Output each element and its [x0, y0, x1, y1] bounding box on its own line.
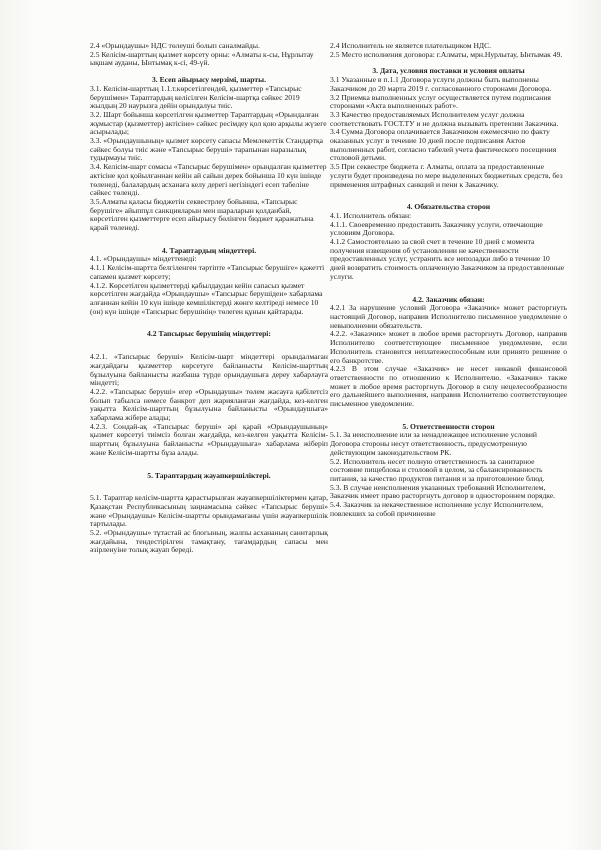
paragraph: 4.2.3 В этом случае «Заказчик» не несет никакой финансовой ответственности по отношению к Исполнителю. «Заказчик» также может в любое время расторгнуть Договор в силу нецелесообразности его дальнейшего выполнения, направив Исполнителю соответствующее письменное уведомление. [330, 364, 567, 409]
paragraph: 4.2.3. Сондай-ақ «Тапсырыс беруші» әрі қарай «Орындаушының» қызмет көрсетуі тиімсіз болған жағдайда, кез-келген уақытта Келісім-шарттың бұзылуына байланысты «Орындаушыға» хабарлама жіберіп және Келісім-шартты бұза алады. [90, 421, 328, 457]
section-heading: 3. Есеп айырысу мерзімі, шарты. [152, 75, 266, 85]
paragraph: 4.1. Исполнитель обязан: [330, 210, 412, 220]
paragraph: 3.4 Сумма Договора оплачивается Заказчиком ежемесячно по факту оказанных услуг в течение 10 дней после подписания Актов выполненных работ, согласно табелей учета фактического посещения столовой детьми. [330, 127, 557, 163]
paragraph: 4.2.1 За нарушение условий Договора «Заказчик» может расторгнуть настоящий Договор, направив Исполнителю письменное уведомление о невыполнении обязательств. [330, 303, 567, 330]
paragraph: 2.5 Место исполнения договора: г.Алматы, мрн.Нурлытау, Ынтымак 49. [330, 49, 563, 59]
paragraph: 5.2. «Орындаушы» тұтастай ас блогының, жалпы асхананың санитарлық жағдайына, тендестірілген тамақтану, тағамдардың сапасы мен әзірленуіне толық жауап береді. [90, 528, 328, 555]
section-heading: 5. Тараптардың жауапкершіліктері. [147, 470, 271, 480]
section-heading: 5. Ответственности сторон [402, 421, 495, 431]
paragraph: 5.1. Тараптар келісім-шартта қарастырылған жауапкершіліктермен қатар, Қазақстан Республикасының заңнамасына сәйкес «Тапсырыс беруші» және «Орындаушы» Келісім-шартты орындамағаны үшін жауапкершілік тартылады. [90, 493, 328, 529]
paragraph: 3.3. «Орындаушының» қызмет көрсету сапасы Мемлекеттік Стандартқа сәйкес болуы тиіс және «Тапсырыс берушi» тарапынан наразылық тудырмауы тиіс. [90, 136, 324, 163]
section-heading: 4. Тараптардың міндеттері. [161, 245, 257, 255]
russian-column [330, 42, 567, 518]
paragraph: 5.4. Заказчик за некачественное исполнение услуг Исполнителем, повлекших за собой причинение [330, 500, 544, 518]
paragraph: 4.1.1. Своевременно предоставить Заказчику услуги, отвечающие условиям Договора. [330, 219, 543, 238]
paragraph: 3.1 Указанные в п.1.1 Договора услуги должны быть выполнены Заказчиком до 20 марта 2019 г. согласованного сторонами Договора. [330, 75, 552, 93]
kazakh-column [90, 42, 328, 555]
paragraph: 2.4 Исполнитель не является плательщиком НДС. [330, 41, 492, 50]
paragraph: 5.3. В случае неисполнения указанных требований Исполнителем, Заказчик имеет право расторгнуть договор в одностороннем порядке. [330, 482, 556, 501]
paragraph: 3.5 При секвестре бюджета г. Алматы, оплата за предоставленные услуги будет произведена по мере выделенных бюджетных средств, без применения штрафных санкций и пени к Заказчику. [330, 162, 563, 189]
paragraph: 5.2. Исполнитель несет полную ответственность за санитарное состояние пищеблока и столовой в целом, за сбалансированность питания, за качество продуктов питания и за приготовление блюд. [330, 456, 545, 483]
paragraph: 4.2.2. «Заказчик» может в любое время расторгнуть Договор, направив Исполнителю соответствующее письменное уведомление, если Исполнитель становится неплатежеспособным или принято решение о его банкротстве. [330, 329, 567, 365]
paragraph: 3.4. Келісім-шарт сомасы «Тапсырыс берушімен» орындалған қызметтер актісіне қол қойылғаннан кейін ай сайын дерек бойынша 10 күн ішінде төленеді, балалардың асханаға келу дерегі негізіндегі есеп табеліне сәйкес төленді. [90, 162, 327, 198]
paragraph: 4.2.2. «Тапсырыс беруші» егер «Орындаушы» төлем жасауға қабілетсіз болып табылса немесе банкрот деп жарияланған жағдайда, кез-келген уақытта Келісім-шарттың бұзылуына байланысты «Орындаушыға» хабарлама жібере алады; [90, 386, 328, 423]
paragraph: 4.1.2 Самостоятельно за свой счет в течение 10 дней с момента получения извещения об установлении не качественности предоставленных услуг, устранить все неполадки либо в течение 10 дней возвратить стоимость оплаченную Заказчиком за предоставленные услуги. [330, 237, 565, 281]
paragraph: 2.4 «Орындаушы» НДС төлеуші болып саналмайды. [90, 41, 260, 50]
paragraph: 5.1. За неисполнение или за ненадлежащее исполнение условий Договора стороны несут ответственность, предусмотренную действующим законодательством РК. [330, 430, 537, 457]
paragraph: 3.3 Качество предоставляемых Исполнителем услуг должна соответствовать ГОСТ.ТУ и не должна вызывать претензии Заказчика. [330, 109, 559, 128]
paragraph: 4.2.1. «Тапсырыс беруші» Келісім-шарт міндеттері орындалмаған жағдайдағы қызметтер көрсетуге байланысты Келісім-шарттың бұзылуына байланысты жазбаша түрде орындаушыға дереу хабарлауға міндетті; [90, 352, 328, 388]
paragraph: 4.1.1 Келісім-шартта белгіленген тәртіпте «Тапсырыс берушіге» қажетті сапамен қызмет көрсету; [90, 263, 325, 281]
paragraph: 4.1.2. Көрсетілген қызметтерді қабылдаудан кейін сапасыз қызмет көрсетілген жағдайда «Орындаушы» «Тапсырыс берушіден» хабарлама алғаннан кейін 10 күн ішінде кемшіліктерді жөнге келтіреді немесе 10 (он) күн ішінде «Тапсырыс берушінің» төлеген құнын қайтарады. [90, 280, 323, 316]
section-heading: 4.2 Тапсырыс берушінің міндеттері: [147, 329, 271, 339]
paragraph: 3.2 Приемка выполненных услуг осуществляется путем подписания сторонами «Акта выполненных работ». [330, 92, 551, 111]
section-heading: 4. Обязательства сторон [406, 202, 491, 212]
paragraph: 2.5 Келісім-шарттың қызмет көрсету орны: «Алматы к-сы, Нұрлытау ықшам ауданы, Ынтымақ к-сі, 49-үй. [90, 49, 314, 68]
paragraph: 3.5.Алматы қаласы бюджетін секвестрлеу бойынша, «Тапсырыс берушіге» айыппұл санкцияларын мен шараларын қолданбай, көрсетілген қызметтерге есеп айырысу бөлінген бюджет қаражатына қарай төленеді. [90, 196, 314, 233]
paragraph: 3.1. Келісім-шарттың 1.1.т.көрсетілгендей, қызметтер «Тапсырыс берушімен» Тараптардың келісілген Келісім-шартқа сәйкес 2019 жылдың 20 наурызға дейін орындалуы тиіс. [90, 83, 302, 111]
section-heading: 3. Дата, условия поставки и условия оплаты [372, 66, 525, 76]
section-heading: 4.2. Заказчик обязан: [412, 294, 485, 304]
paragraph: 4.1. «Орындаушы» міндеттенеді: [90, 254, 197, 264]
paragraph: 3.2. Шарт бойынша көрсетілген қызметтер Тараптардың «Орындалған жұмыстар (қызметтер) актісіне» сәйкес ресімдеу қол қою арқылы жүзеге асырылады; [90, 109, 327, 137]
